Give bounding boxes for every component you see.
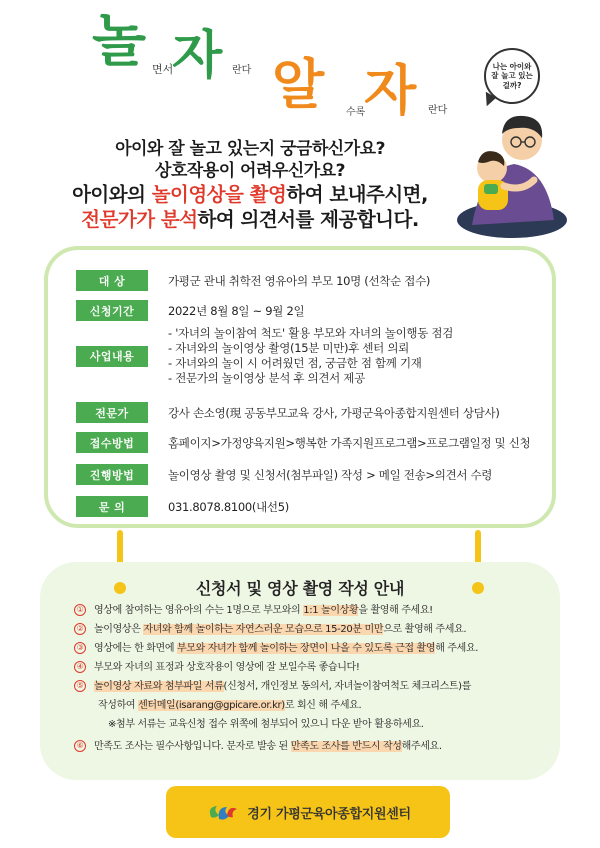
item-number: ⑤ (74, 680, 86, 692)
center-email[interactable]: 센터메일(isarang@gpicare.or.kr) (138, 700, 285, 711)
info-label: 전문가 (76, 402, 148, 423)
info-value: 강사 손소영(現 공동부모교육 강사, 가평군육아종합지원센터 상담사) (168, 405, 500, 420)
title-char-al: 알 (272, 53, 325, 116)
guide-box (40, 562, 560, 780)
title-char-ja-2: 자 (364, 59, 417, 122)
item-text: 을 촬영해 주세요! (358, 605, 433, 616)
item-text: 놀이영상은 (94, 624, 144, 635)
guide-title: 신청서 및 영상 촬영 작성 안내 (195, 579, 405, 598)
info-value-lines (168, 326, 453, 386)
item-highlight: 부모와 자녀가 함께 놀이하는 장면이 나올 수 있도록 근접 촬영 (176, 643, 436, 654)
item-highlight: 자녀와 함께 놀이하는 자연스러운 모습으로 15-20분 미만 (143, 624, 384, 635)
info-label: 신청기간 (76, 300, 148, 321)
intro-line-4-b: 하여 의견서를 제공합니다. (197, 208, 419, 231)
item-text: 해주세요. (401, 741, 442, 752)
title-small-randa: 란다 (232, 65, 252, 76)
title-char-ja: 자 (172, 26, 223, 86)
item-number: ① (74, 604, 86, 616)
center-logo-banner (166, 786, 450, 838)
guide-item-3 (74, 642, 478, 656)
item-highlight: 놀이영상 자료와 첨부파일 서류 (94, 681, 224, 692)
info-row-target (76, 270, 430, 291)
item-text: 작성하여 (98, 700, 139, 711)
item-number: ④ (74, 661, 86, 673)
title-small-randa-2: 란다 (428, 105, 448, 116)
info-content-line: - '자녀의 놀이참여 척도' 활용 부모와 자녀의 놀이행동 점검 (168, 326, 454, 340)
speech-bubble (484, 48, 540, 104)
item-text: (신청서, 개인정보 동의서, 자녀놀이참여척도 체크리스트)를 (223, 681, 472, 692)
info-label: 대 상 (76, 270, 148, 291)
intro-line-4 (30, 207, 470, 232)
title-char-nol: 놀 (92, 9, 147, 74)
guide-item-6 (74, 740, 442, 754)
intro-line-3-highlight: 놀이영상을 촬영 (151, 183, 287, 206)
item-text: 로 회신 해 주세요. (284, 700, 362, 711)
guide-item-5-line-2 (98, 699, 361, 713)
info-label: 사업내용 (76, 346, 148, 367)
intro-line-4-highlight: 전문가가 분석 (81, 208, 198, 231)
intro-line-3-a: 아이와의 (72, 183, 152, 206)
info-content-line: - 전문가의 놀이영상 분석 후 의견서 제공 (168, 371, 365, 385)
intro-line-3 (30, 182, 470, 207)
parent-child-illustration (452, 100, 572, 240)
info-label: 접수방법 (76, 432, 148, 453)
connector-dot-left (114, 582, 126, 594)
info-row-contact (76, 496, 289, 517)
info-value: 놀이영상 촬영 및 신청서(첨부파일) 작성 > 메일 전송>의견서 수령 (168, 467, 493, 482)
item-text: 으로 촬영해 주세요. (383, 624, 467, 635)
guide-item-4 (74, 661, 360, 675)
item-text: 부모와 자녀의 표정과 상호작용이 영상에 잘 보일수록 좋습니다! (94, 662, 360, 673)
item-highlight: 1:1 놀이상황 (303, 605, 359, 616)
info-row-expert (76, 402, 500, 423)
intro-line-2: 상호작용이 어려우신가요? (155, 161, 345, 181)
info-row-content (76, 326, 453, 386)
item-number: ③ (74, 642, 86, 654)
info-row-process (76, 464, 492, 485)
info-value: 2022년 8월 8일 ~ 9월 2일 (168, 303, 305, 318)
info-row-period (76, 300, 304, 321)
info-value: 가평군 관내 취학전 영유아의 부모 10명 (선착순 접수) (168, 273, 431, 288)
info-value: 031.8078.8100(내선5) (168, 499, 289, 514)
title-small-surok: 수록 (346, 107, 366, 118)
info-value: 홈페이지>가정양육지원>행복한 가족지원프로그램>프로그램일정 및 신청 (168, 435, 531, 450)
info-label: 진행방법 (76, 464, 148, 485)
guide-item-2 (74, 623, 466, 637)
program-info-box (44, 246, 556, 528)
guide-item-5 (74, 680, 471, 694)
item-text: 영상에는 한 화면에 (94, 643, 177, 654)
intro-text (30, 138, 470, 232)
item-text: 해 주세요. (435, 643, 479, 654)
info-row-apply-method (76, 432, 530, 453)
center-name: 경기 가평군육아종합지원센터 (247, 806, 411, 822)
connector-dot-right (472, 582, 484, 594)
item-number: ⑥ (74, 740, 86, 752)
item-number: ② (74, 623, 86, 635)
speech-bubble-text: 나는 아이와 잘 놀고 있는걸까? (491, 61, 533, 90)
info-label: 문 의 (76, 496, 148, 517)
item-highlight: 만족도 조사를 반드시 작성 (290, 741, 402, 752)
guide-item-1 (74, 604, 433, 618)
center-logo-icon (205, 801, 239, 823)
item-text: 만족도 조사는 필수사항입니다. 문자로 발송 된 (94, 741, 291, 752)
info-content-line: - 자녀와의 놀이 시 어려웠던 점, 궁금한 점 함께 기재 (168, 356, 422, 370)
intro-line-1: 아이와 잘 놀고 있는지 궁금하신가요? (115, 139, 385, 159)
info-content-line: - 자녀와의 놀이영상 촬영(15분 미만)후 센터 의뢰 (168, 341, 409, 355)
guide-item-5-note: ※첨부 서류는 교육신청 접수 위쪽에 첨부되어 있으니 다운 받아 활용하세요. (108, 719, 424, 730)
title-small-myeonseo: 면서 (152, 63, 174, 76)
intro-line-3-b: 하여 보내주시면, (286, 183, 428, 206)
item-text: 영상에 참여하는 영유아의 수는 1명으로 부모와의 (94, 605, 304, 616)
